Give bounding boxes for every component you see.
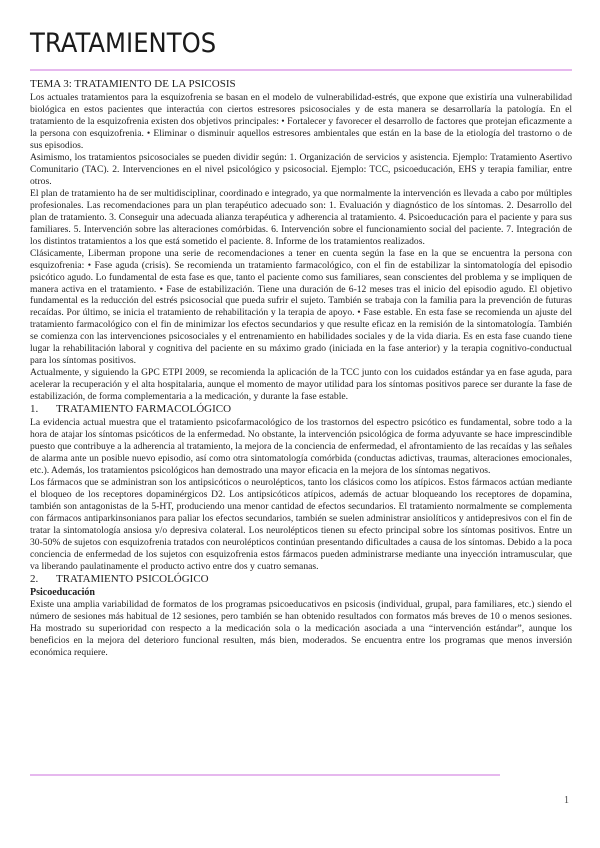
intro-paragraph: Los actuales tratamientos para la esquizofrenia se basan en el modelo de vulnerabilidad-estrés, que expone que existiría una vulnerabilidad biológica en estos pacientes que interactúa con ciertos estresores psicosociales y de esta manera se desarrollaría la patología. En el tratamiento de la esquizofrenia existen dos objetivos principales: • Fortalecer y favorecer el desarrollo de factores que protejan eficazmente a la persona con esquizofrenia. • Eliminar o disminuir aquellos estresores ambientales que están en la base de la etiología del trastorno o de sus episodios. [30, 91, 572, 151]
section-number: 2. [30, 572, 39, 585]
footer-divider [30, 774, 500, 776]
intro-paragraph: Actualmente, y siguiendo la GPC ETPI 2009, se recomienda la aplicación de la TCC junto con los cuidados estándar ya en fase aguda, para acelerar la recuperación y el alta hospitalaria, aunque el momento de mayor utilidad para los síntomas positivos parece ser durante la fase de estabilización, de forma complementaria a la medicación, y durante la fase estable. [30, 367, 572, 403]
title-divider [30, 69, 572, 71]
section-paragraph: La evidencia actual muestra que el tratamiento psicofarmacológico de los trastornos del espectro psicótico es fundamental, sobre todo a la hora de atajar los síntomas psicóticos de la enfermedad. No obstante, la intervención psicológica de forma adyuvante se hace imprescindible puesto que contribuye a la adherencia al tratamiento, la mejora de la conciencia de enfermedad, el afrontamiento de las recaídas y las señales de alarma ante un posible nuevo episodio, así como otra sintomatología comórbida (conductas adictivas, traumas, alteraciones emocionales, etc.). Además, los tratamientos psicológicos han demostrado una mayor eficacia en la mejora de los síntomas negativos. [30, 417, 572, 477]
section-title: TRATAMIENTO PSICOLÓGICO [56, 572, 209, 585]
intro-paragraph: Asimismo, los tratamientos psicosociales se pueden dividir según: 1. Organización de servicios y asistencia. Ejemplo: Tratamiento Asertivo Comunitario (TAC). 2. Intervenciones en el nivel psicológico y psicosocial. Ejemplo: TCC, psicoeducación, EHS y terapia familiar, entre otros. [30, 151, 572, 187]
section-title: TRATAMIENTO FARMACOLÓGICO [56, 403, 232, 416]
section-paragraph: Los fármacos que se administran son los antipsicóticos o neurolépticos, tanto los clásicos como los atípicos. Estos fármacos actúan mediante el bloqueo de los receptores dopaminérgicos D2. Los antipsicóticos atípicos, además de actuar bloqueando los receptores de dopamina, también son antagonistas de la 5-HT, produciendo una menor cantidad de efectos secundarios. El tratamiento normalmente se complementa con fármacos antiparkinsonianos para paliar los efectos secundarios, también se suelen administrar ansiolíticos y antidepresivos con el fin de tratar la sintomatología ansiosa y/o depresiva colateral. Los neurolépticos tienen su efecto principal sobre los síntomas positivos. Entre un 30-50% de sujetos con esquizofrenia tratados con neurolépticos continúan presentando dificultades a causa de los síntomas. Debido a la poca conciencia de enfermedad de los sujetos con esquizofrenia estos fármacos pueden administrarse mediante una inyección intramuscular, que va liberando paulatinamente el producto activo entre dos y cuatro semanas. [30, 477, 572, 572]
section-paragraph: Existe una amplia variabilidad de formatos de los programas psicoeducativos en psicosis (individual, grupal, para familiares, etc.) siendo el número de sesiones más habitual de 12 sesiones, pero también se han obtenido resultados con formatos más breves de 10 o menos sesiones. Ha mostrado su superioridad con respecto a la medicación sola o la medicación asociada a una “intervención estándar”, aunque los beneficios en la mejora del deterioro funcional resulten, más bien, moderados. Se encuentra entre los programas que menos inversión económica requiere. [30, 599, 572, 659]
intro-paragraph: Clásicamente, Liberman propone una serie de recomendaciones a tener en cuenta según la fase en la que se encuentra la persona con esquizofrenia: • Fase aguda (crisis). Se recomienda un tratamiento farmacológico, con el fin de estabilizar la sintomatología del episodio psicótico agudo. Lo fundamental de esta fase es que, tanto el paciente como sus familiares, sean conscientes del problema y se impliquen de manera activa en el tratamiento. • Fase de estabilización. Tiene una duración de 6-12 meses tras el inicio del episodio agudo. El objetivo fundamental es la reducción del estrés psicosocial que pueda sufrir el sujeto. También se trabaja con la familia para la prevención de futuras recaídas. Por último, se inicia el tratamiento de rehabilitación y la terapia de apoyo. • Fase estable. En esta fase se recomienda un ajuste del tratamiento farmacológico con el fin de minimizar los efectos secundarios y que resulte eficaz en la remisión de la sintomatología. También se comienza con las intervenciones psicosociales y el entrenamiento en habilidades sociales y de la vida diaria. Es en esta fase cuando tiene lugar la rehabilitación laboral y cognitiva del paciente en su máximo grado (iniciada en la fase anterior) y la terapia cognitivo-conductual para los síntomas positivos. [30, 247, 572, 367]
intro-paragraph: El plan de tratamiento ha de ser multidisciplinar, coordinado e integrado, ya que normalmente la intervención es llevada a cabo por múltiples profesionales. Las recomendaciones para un plan terapéutico adecuado son: 1. Evaluación y diagnóstico de los síntomas. 2. Desarrollo del plan de tratamiento. 3. Conseguir una adecuada alianza terapéutica y adherencia al tratamiento. 4. Psicoeducación para el paciente y para sus familiares. 5. Intervención sobre las alteraciones comórbidas. 6. Intervención sobre el funcionamiento social del paciente. 7. Integración de los distintos tratamientos a los que está sometido el paciente. 8. Informe de los tratamientos realizados. [30, 187, 572, 247]
page-number: 1 [564, 795, 569, 806]
subsection-heading: Psicoeducación [30, 586, 95, 598]
tema-heading: TEMA 3: TRATAMIENTO DE LA PSICOSIS [30, 78, 236, 90]
document-body [30, 78, 572, 659]
section-heading-farmacologico [30, 403, 572, 417]
page-title: TRATAMIENTOS [30, 28, 217, 59]
section-heading-psicologico [30, 573, 572, 587]
section-number: 1. [30, 403, 39, 416]
